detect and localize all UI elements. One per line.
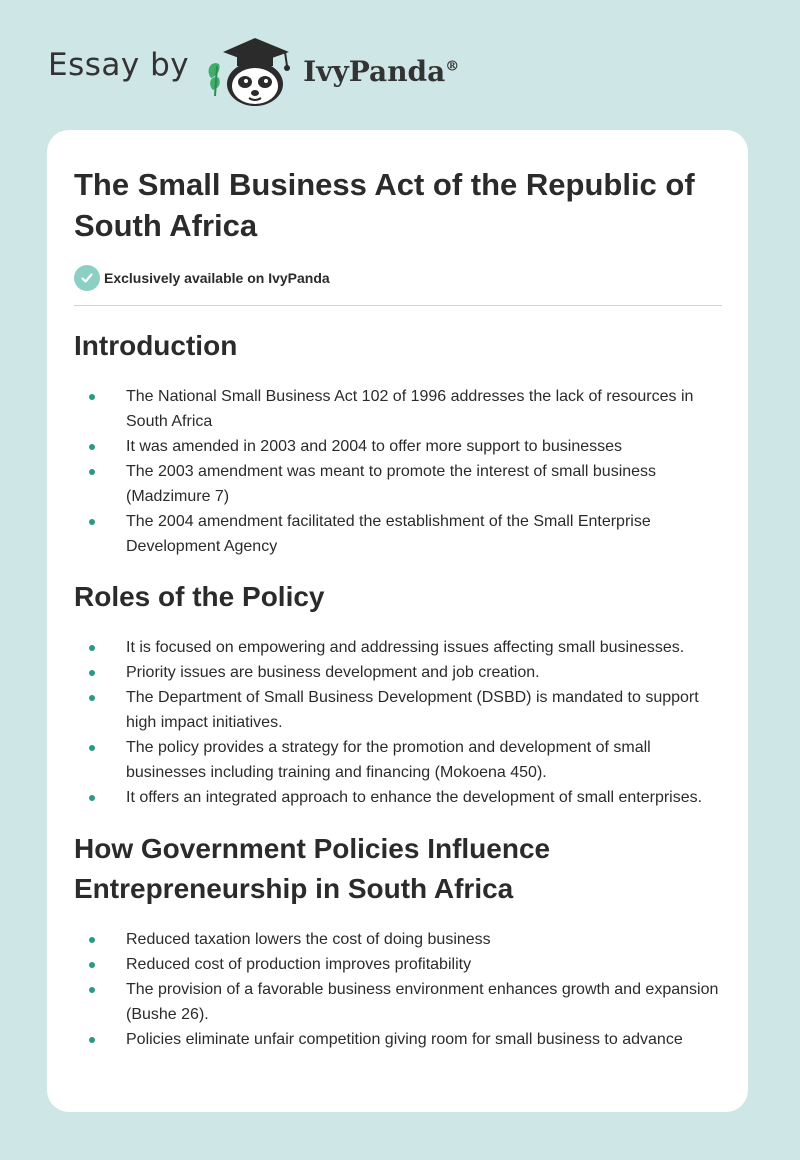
trademark-symbol: ® bbox=[445, 58, 460, 75]
page-title: The Small Business Act of the Republic of South Africa bbox=[74, 167, 695, 243]
list-item: It is focused on empowering and addressing issues affecting small businesses. bbox=[74, 635, 722, 660]
title-divider bbox=[74, 305, 722, 306]
exclusive-badge bbox=[74, 264, 722, 292]
list-item: Reduced taxation lowers the cost of doing business bbox=[74, 927, 722, 952]
section-heading: Introduction bbox=[74, 330, 238, 361]
list-item: The National Small Business Act 102 of 1996 addresses the lack of resources in South Africa bbox=[74, 384, 722, 434]
list-item: Policies eliminate unfair competition giving room for small business to advance bbox=[74, 1027, 722, 1052]
bullet-list bbox=[74, 384, 722, 559]
section-introduction bbox=[74, 326, 722, 559]
brand-header[interactable] bbox=[48, 30, 459, 110]
list-item: Priority issues are business development and job creation. bbox=[74, 660, 722, 685]
list-item: The provision of a favorable business environment enhances growth and expansion (Bushe 26). bbox=[74, 977, 722, 1027]
section-heading: Roles of the Policy bbox=[74, 581, 325, 612]
bullet-list bbox=[74, 927, 722, 1052]
section-roles-of-policy bbox=[74, 577, 722, 810]
brand-name: IvyPanda® bbox=[303, 54, 460, 88]
list-item: The Department of Small Business Development (DSBD) is mandated to support high impact initiatives. bbox=[74, 685, 722, 735]
list-item: Reduced cost of production improves profitability bbox=[74, 952, 722, 977]
list-item: The 2004 amendment facilitated the establishment of the Small Enterprise Development Agency bbox=[74, 509, 722, 559]
section-government-policies bbox=[74, 829, 722, 1052]
essay-card bbox=[47, 130, 748, 1112]
list-item: The 2003 amendment was meant to promote the interest of small business (Madzimure 7) bbox=[74, 459, 722, 509]
list-item: It was amended in 2003 and 2004 to offer more support to businesses bbox=[74, 434, 722, 459]
check-icon bbox=[74, 265, 100, 291]
list-item: It offers an integrated approach to enhance the development of small enterprises. bbox=[74, 785, 722, 810]
panda-logo-icon bbox=[203, 30, 299, 110]
section-heading: How Government Policies Influence Entrepreneurship in South Africa bbox=[74, 833, 551, 904]
badge-label: Exclusively available on IvyPanda bbox=[104, 270, 330, 286]
bullet-list bbox=[74, 635, 722, 810]
list-item: The policy provides a strategy for the promotion and development of small businesses including training and financing (Mokoena 450). bbox=[74, 735, 722, 785]
brand-prefix: Essay by bbox=[48, 47, 190, 83]
